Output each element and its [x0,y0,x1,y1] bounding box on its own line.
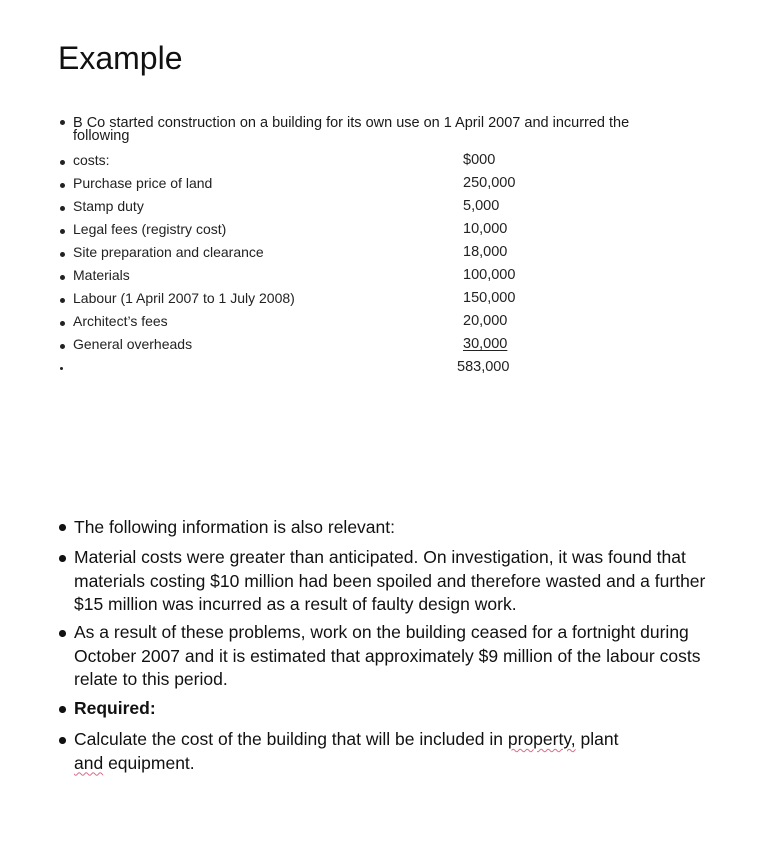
calc-word-and: and [74,752,104,773]
cost-label: Legal fees (registry cost) [73,221,227,237]
cost-label: Stamp duty [73,198,144,214]
bullet-dot [60,298,65,303]
cost-label: Site preparation and clearance [73,244,264,260]
cost-amount: 10,000 [463,221,508,237]
cost-amount: 20,000 [463,313,508,329]
info-calculate [74,728,694,775]
cost-label: Materials [73,267,130,283]
cost-amount: 100,000 [463,267,516,283]
cost-label: Labour (1 April 2007 to 1 July 2008) [73,290,295,306]
bullet-dot [60,229,65,234]
bullet-dot [59,737,66,744]
cost-amount: 5,000 [463,198,500,214]
cost-amount: 250,000 [463,175,516,191]
bullet-dot [60,367,63,370]
bullet-dot [60,183,65,188]
cost-label: Architect’s fees [73,313,168,329]
intro-line-1: B Co started construction on a building for its own use on 1 April 2007 and incurred the [73,115,630,131]
cost-amount: $000 [463,152,496,168]
bullet-dot [59,706,66,713]
cost-label: costs: [73,152,110,168]
calc-suffix: equipment. [103,752,195,773]
bullet-dot [59,524,66,531]
intro-line-2: following [73,128,130,144]
info-stoppage: As a result of these problems, work on the building ceased for a fortnight during October 2007 and it is estimated that approximately $9 million of the labour costs relate to this period. [74,622,701,689]
cost-label: General overheads [73,336,193,352]
bullet-dot [60,120,65,125]
info-relevant: The following information is also relevant: [74,517,395,537]
cost-amount: 18,000 [463,244,508,260]
bullet-dot [59,555,66,562]
info-required: Required: [74,698,156,718]
calc-mid: plant [575,729,619,749]
intro-text [73,115,629,145]
cost-amount: 150,000 [463,290,516,306]
info-materials: Material costs were greater than anticipated. On investigation, it was found that materials costing $10 million had been spoiled and therefore wasted and a further $15 million was incurred as a result of faulty design work. [74,547,706,614]
bullet-dot [60,344,65,349]
cost-total: 583,000 [457,359,510,375]
cost-amount: 30,000 [463,336,508,352]
slide-title: Example [58,40,183,76]
bullet-dot [60,252,65,257]
calc-prefix: Calculate the cost of the building that will be included in [74,729,504,749]
bullet-dot [60,275,65,280]
cost-label: Purchase price of land [73,175,213,191]
bullet-dot [60,321,65,326]
calc-word-property: property, [507,729,576,749]
bullet-dot [60,206,65,211]
bullet-dot [60,160,65,165]
bullet-dot [59,630,66,637]
